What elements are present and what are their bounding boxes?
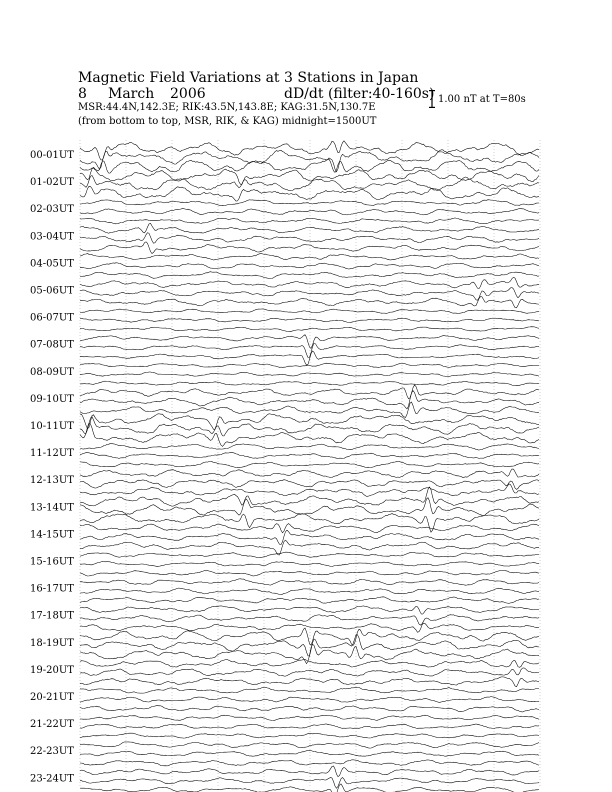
trace-msr-23-24ut [80,766,539,777]
trace-kag-08-09ut [80,381,539,386]
trace-kag-18-19ut [80,644,539,663]
trace-rik-22-23ut [80,750,539,756]
station-coordinates: MSR:44.4N,142.3E; RIK:43.5N,143.8E; KAG:31.5N,130.7E [78,102,376,113]
trace-rik-20-21ut [80,697,539,703]
trace-msr-05-06ut [80,277,539,288]
trace-rik-18-19ut [80,635,539,656]
trace-msr-20-21ut [80,687,539,693]
hour-label: 02-03UT [30,204,74,216]
trace-msr-08-09ut [80,363,539,367]
trace-rik-04-05ut [80,263,539,269]
trace-kag-14-15ut [80,540,539,555]
hour-label: 05-06UT [30,285,74,297]
hour-label: 01-02UT [30,177,74,189]
hour-label: 10-11UT [30,421,74,432]
trace-rik-01-02ut [80,176,539,191]
hour-label: 12-13UT [30,475,74,487]
trace-rik-02-03ut [80,209,539,215]
date-day: 8 [78,86,87,102]
trace-msr-12-13ut [80,469,539,478]
trace-msr-01-02ut [80,167,539,184]
hour-label: 06-07UT [30,312,74,324]
trace-msr-06-07ut [80,309,539,314]
trace-msr-13-14ut [80,487,539,506]
trace-rik-08-09ut [80,372,539,376]
hour-label: 20-21UT [30,692,74,703]
trace-rik-12-13ut [80,480,539,490]
trace-order-note: (from bottom to top, MSR, RIK, & KAG) midnight=1500UT [78,116,377,127]
trace-msr-16-17ut [80,579,539,585]
hour-label: 03-04UT [30,231,74,243]
trace-rik-16-17ut [80,588,539,595]
trace-kag-20-21ut [80,706,539,712]
trace-kag-22-23ut [80,760,539,766]
hour-label: 23-24UT [30,773,74,785]
trace-kag-05-06ut [80,297,539,308]
scale-label: 1.00 nT at T=80s [438,94,526,105]
trace-kag-19-20ut [80,677,539,687]
trace-kag-04-05ut [80,272,539,279]
trace-rik-07-08ut [80,343,539,357]
trace-kag-02-03ut [80,218,539,224]
hour-label: 22-23UT [30,746,74,758]
trace-kag-13-14ut [80,514,539,533]
hour-label: 21-22UT [30,719,74,731]
trace-rik-00-01ut [80,150,539,172]
trace-rik-15-16ut [80,562,539,567]
trace-rik-06-07ut [80,318,539,323]
trace-rik-05-06ut [80,288,539,301]
hour-label: 09-10UT [30,393,74,405]
trace-kag-10-11ut [80,423,539,446]
hour-label: 04-05UT [30,258,74,270]
trace-rik-19-20ut [80,668,539,676]
trace-msr-21-22ut [80,715,539,720]
trace-kag-11-12ut [80,461,539,467]
date-year: 2006 [170,86,206,102]
trace-rik-11-12ut [80,453,539,459]
trace-kag-07-08ut [80,351,539,365]
filter-label: dD/dt (filter:40-160s) [284,86,435,102]
hour-label: 14-15UT [30,529,74,541]
trace-kag-17-18ut [80,623,539,632]
hour-label: 13-14UT [30,502,74,514]
trace-msr-11-12ut [80,444,539,451]
hour-label: 19-20UT [30,664,74,676]
date-month: March [108,86,155,102]
trace-rik-13-14ut [80,498,539,516]
trace-msr-15-16ut [80,552,539,557]
trace-msr-17-18ut [80,606,539,614]
hour-label: 00-01UT [30,150,74,161]
hour-label: 08-09UT [30,366,74,378]
trace-kag-12-13ut [80,484,539,497]
trace-kag-21-22ut [80,733,539,738]
trace-rik-21-22ut [80,724,539,729]
hour-label: 15-16UT [30,556,74,568]
trace-rik-17-18ut [80,615,539,625]
trace-msr-04-05ut [80,254,539,260]
hour-label: 16-17UT [30,583,74,595]
trace-kag-23-24ut [80,784,539,792]
trace-msr-09-10ut [80,385,539,399]
trace-msr-22-23ut [80,742,539,748]
hour-label: 17-18UT [30,610,74,622]
trace-kag-16-17ut [80,597,539,604]
trace-rik-23-24ut [80,778,539,789]
trace-msr-10-11ut [80,414,539,430]
trace-kag-06-07ut [80,327,539,332]
trace-rik-09-10ut [80,391,539,409]
trace-kag-03-04ut [80,242,539,254]
trace-msr-19-20ut [80,659,539,667]
trace-msr-14-15ut [80,524,539,533]
chart-title: Magnetic Field Variations at 3 Stations in Japan [78,70,419,86]
trace-rik-14-15ut [80,530,539,544]
trace-kag-15-16ut [80,571,539,577]
trace-rik-03-04ut [80,233,539,244]
hour-label: 18-19UT [30,637,74,649]
trace-msr-02-03ut [80,200,539,206]
hour-label: 11-12UT [30,448,74,460]
trace-msr-03-04ut [80,223,539,233]
trace-msr-18-19ut [80,628,539,646]
hour-label: 07-08UT [30,339,74,351]
trace-msr-00-01ut [80,141,539,160]
